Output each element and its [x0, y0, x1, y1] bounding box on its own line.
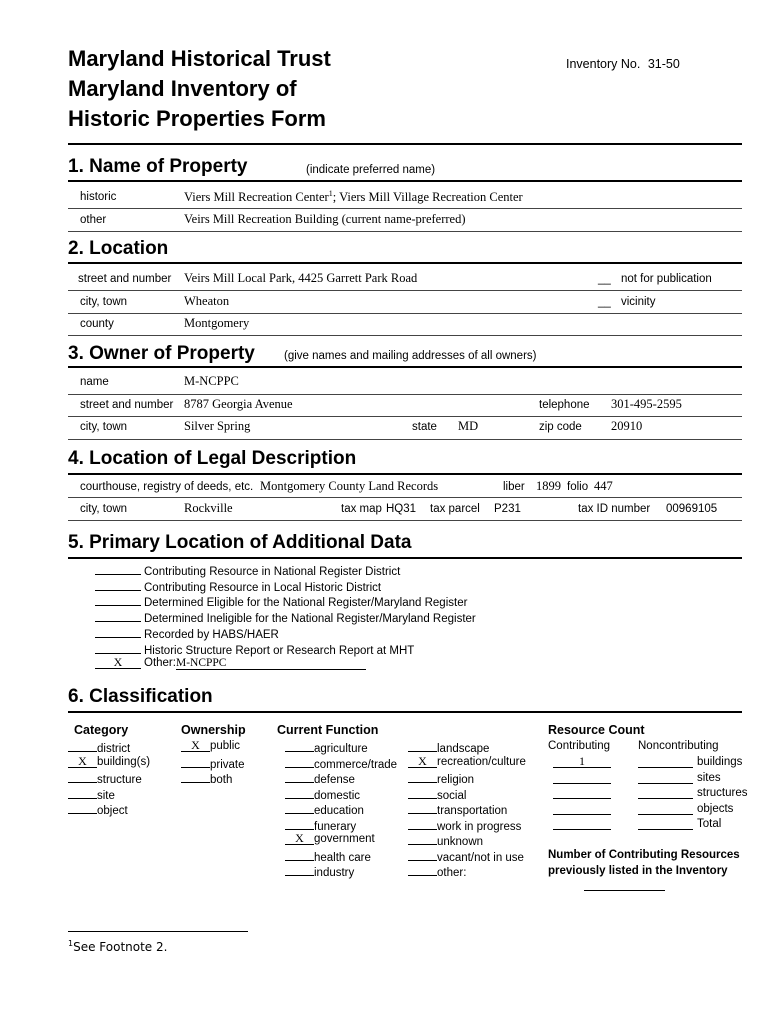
resource-type-label: structures [697, 787, 748, 799]
additional-data-checkbox[interactable] [95, 626, 141, 638]
contributing-header: Contributing [548, 740, 611, 752]
county-value[interactable]: Montgomery [184, 316, 250, 330]
row-divider [68, 313, 742, 314]
row-divider [68, 497, 742, 498]
additional-data-checkbox[interactable]: X [95, 657, 141, 669]
row-divider [68, 208, 742, 209]
function-label: industry [314, 867, 355, 879]
resource-type-label: objects [697, 802, 734, 815]
street-label: street and number [78, 273, 172, 285]
ownership-checkbox[interactable] [181, 756, 210, 768]
form-title-line3: Historic Properties Form [68, 106, 326, 131]
telephone-label: telephone [539, 399, 590, 411]
city-label: city, town [80, 296, 128, 308]
ownership-item [181, 740, 240, 752]
function-checkbox[interactable] [408, 833, 437, 845]
function-checkbox[interactable]: X [285, 833, 314, 845]
function-item [408, 818, 521, 833]
section4-rule [68, 473, 742, 475]
function-item [285, 849, 371, 864]
function-label: government [314, 833, 375, 845]
additional-data-label: Historic Structure Report or Research Report at MHT [144, 644, 415, 657]
additional-data-label: Other: [144, 657, 176, 670]
tax-map-label: tax map [341, 503, 382, 515]
function-checkbox[interactable] [408, 771, 437, 783]
legal-city-label: city, town [80, 503, 128, 515]
vicinity-label: vicinity [621, 296, 656, 308]
historic-name: Viers Mill Recreation Center [184, 190, 329, 205]
resource-type-label: buildings [697, 756, 743, 768]
city-value[interactable]: Wheaton [184, 294, 230, 308]
function-checkbox[interactable] [285, 740, 314, 752]
zip-value[interactable]: 20910 [611, 419, 643, 433]
function-label: domestic [314, 789, 361, 802]
function-item [408, 864, 466, 879]
section5-title: 5. Primary Location of Additional Data [68, 532, 412, 553]
function-item [408, 771, 474, 786]
function-checkbox[interactable] [408, 740, 437, 752]
function-label: transportation [437, 805, 508, 817]
category-checkbox[interactable] [68, 802, 97, 814]
tax-parcel-value[interactable]: P231 [494, 503, 521, 515]
legal-city-value[interactable]: Rockville [184, 501, 233, 515]
additional-data-checkbox[interactable] [95, 579, 141, 591]
category-item [68, 771, 142, 786]
resource-type-label: Total [697, 818, 722, 830]
category-item [68, 787, 115, 802]
inventory-label: Inventory No. [566, 57, 641, 71]
owner-street-label: street and number [80, 399, 174, 411]
section3-note: (give names and mailing addresses of all owners) [284, 350, 537, 362]
section6-title: 6. Classification [68, 686, 213, 707]
function-checkbox[interactable] [408, 849, 437, 861]
inventory-number [566, 57, 680, 71]
noncontributing-count-field[interactable] [638, 787, 693, 799]
other-label: other [80, 214, 107, 226]
function-label: health care [314, 851, 371, 864]
function-checkbox[interactable] [285, 818, 314, 830]
function-item [285, 771, 355, 786]
additional-data-checkbox[interactable] [95, 610, 141, 622]
ownership-header: Ownership [181, 723, 246, 737]
owner-street-value[interactable]: 8787 Georgia Avenue [184, 397, 293, 411]
state-label: state [412, 421, 437, 433]
function-checkbox[interactable] [285, 849, 314, 861]
function-label: defense [314, 774, 355, 786]
not-for-publication-label: not for publication [621, 273, 712, 285]
category-checkbox[interactable] [68, 787, 97, 799]
additional-data-item [95, 594, 467, 609]
footnote [68, 939, 167, 954]
contributing-count-field[interactable] [553, 787, 611, 799]
section5-rule [68, 557, 742, 559]
function-item [408, 833, 483, 848]
ownership-label: public [210, 740, 241, 752]
ownership-label: both [210, 774, 233, 786]
category-label: object [97, 805, 128, 817]
additional-data-item [95, 579, 381, 594]
row-divider [68, 290, 742, 291]
noncontributing-count-field[interactable] [638, 756, 693, 768]
row-divider [68, 520, 742, 521]
previously-listed-label-1: Number of Contributing Resources [548, 849, 740, 861]
function-checkbox[interactable] [285, 787, 314, 799]
function-checkbox[interactable] [408, 787, 437, 799]
liber-label: liber [503, 481, 525, 493]
function-item [408, 753, 526, 768]
function-item [408, 849, 524, 864]
section3-rule [68, 366, 742, 368]
function-item [285, 802, 364, 817]
additional-data-checkbox[interactable] [95, 642, 141, 654]
section3-title: 3. Owner of Property [68, 343, 255, 364]
category-item [68, 740, 130, 755]
ownership-item [181, 771, 232, 786]
noncontributing-header: Noncontributing [638, 740, 719, 752]
category-label: district [97, 743, 131, 755]
category-label: structure [97, 774, 142, 786]
function-checkbox[interactable] [285, 802, 314, 814]
function-label: work in progress [437, 820, 522, 833]
owner-name-label: name [80, 376, 109, 388]
historic-value[interactable] [184, 189, 523, 205]
additional-data-item [95, 642, 414, 657]
folio-value[interactable]: 447 [594, 479, 613, 493]
additional-data-item [95, 626, 279, 641]
section1-title: 1. Name of Property [68, 156, 248, 177]
function-checkbox[interactable] [408, 802, 437, 814]
contributing-count-field[interactable] [553, 772, 611, 784]
function-label: other: [437, 867, 467, 879]
function-checkbox[interactable] [285, 864, 314, 876]
tax-id-value[interactable]: 00969105 [666, 503, 718, 515]
function-label: agriculture [314, 743, 368, 755]
zip-label: zip code [539, 421, 582, 433]
section6-rule [68, 711, 742, 713]
noncontributing-count-field[interactable] [638, 803, 693, 815]
function-item [408, 740, 489, 755]
additional-data-label: Contributing Resource in Local Historic District [144, 581, 382, 594]
county-label: county [80, 318, 114, 330]
function-label: funerary [314, 820, 357, 833]
additional-data-label: Contributing Resource in National Register District [144, 566, 401, 578]
additional-data-label: Recorded by HABS/HAER [144, 628, 279, 641]
category-item [68, 753, 151, 768]
footnote-rule [68, 931, 248, 932]
category-label: building(s) [97, 755, 151, 768]
function-header: Current Function [277, 723, 379, 737]
liber-value[interactable]: 1899 [536, 479, 561, 493]
row-divider [68, 231, 742, 232]
section2-rule [68, 262, 742, 264]
vicinity-checkbox[interactable]: __ [598, 296, 611, 308]
function-label: vacant/not in use [437, 851, 524, 864]
previously-listed-label-2: previously listed in the Inventory [548, 865, 728, 877]
courthouse-label: courthouse, registry of deeds, etc. [80, 481, 254, 493]
function-item [285, 740, 368, 755]
function-label: landscape [437, 743, 490, 755]
additional-data-item [95, 610, 476, 625]
function-item [285, 864, 354, 879]
footnote-marker: 1 [68, 939, 74, 948]
category-checkbox[interactable]: X [68, 756, 97, 768]
not-for-publication-checkbox[interactable]: __ [598, 273, 611, 285]
other-location-field[interactable]: M-NCPPC [176, 658, 366, 670]
contributing-count-field[interactable] [553, 803, 611, 815]
noncontributing-count-field[interactable] [638, 818, 693, 830]
tax-map-value[interactable]: HQ31 [386, 503, 417, 515]
additional-data-checkbox[interactable] [95, 594, 141, 606]
section1-rule [68, 180, 742, 182]
category-label: site [97, 789, 115, 802]
row-divider [68, 394, 742, 395]
function-checkbox[interactable] [285, 756, 314, 768]
street-value[interactable]: Veirs Mill Local Park, 4425 Garrett Park Road [184, 271, 418, 285]
section1-note: (indicate preferred name) [306, 164, 436, 176]
category-checkbox[interactable] [68, 740, 97, 752]
inventory-value: 31-50 [647, 57, 680, 71]
function-label: social [437, 789, 467, 802]
function-label: education [314, 805, 364, 817]
header-rule [68, 143, 742, 145]
function-checkbox[interactable] [408, 864, 437, 876]
section4-title: 4. Location of Legal Description [68, 448, 357, 469]
historic-label: historic [80, 191, 117, 203]
tax-parcel-label: tax parcel [430, 503, 480, 515]
historic-name-alt: ; Viers Mill Village Recreation Center [332, 190, 523, 205]
additional-data-checkbox[interactable] [95, 563, 141, 575]
telephone-value[interactable]: 301-495-2595 [611, 397, 682, 411]
contributing-count-field[interactable]: 1 [553, 756, 611, 768]
function-checkbox[interactable]: X [408, 756, 437, 768]
owner-city-label: city, town [80, 421, 128, 433]
function-item [285, 833, 375, 845]
category-checkbox[interactable] [68, 771, 97, 783]
historic-footnote-ref: 1 [328, 189, 333, 198]
footnote-text: See Footnote 2. [73, 940, 168, 954]
row-divider [68, 439, 742, 440]
tax-id-label: tax ID number [578, 503, 651, 515]
ownership-checkbox[interactable] [181, 771, 210, 783]
ownership-checkbox[interactable]: X [181, 740, 210, 752]
function-checkbox[interactable] [408, 818, 437, 830]
resource-type-label: sites [697, 771, 721, 784]
category-item [68, 802, 128, 817]
additional-data-item [95, 657, 366, 670]
category-header: Category [74, 723, 129, 737]
owner-city-value[interactable]: Silver Spring [184, 419, 251, 433]
function-label: commerce/trade [314, 758, 398, 771]
function-checkbox[interactable] [285, 771, 314, 783]
previously-listed-field[interactable] [584, 879, 665, 891]
resource-count-header: Resource Count [548, 723, 645, 737]
contributing-count-field[interactable] [553, 818, 611, 830]
function-item [408, 787, 466, 802]
state-value[interactable]: MD [458, 419, 479, 433]
function-item [408, 802, 507, 817]
additional-data-label: Determined Eligible for the National Register/Maryland Register [144, 597, 468, 610]
additional-data-item [95, 563, 400, 578]
function-label: unknown [437, 836, 484, 848]
noncontributing-count-field[interactable] [638, 772, 693, 784]
ownership-item [181, 756, 245, 771]
courthouse-value[interactable]: Montgomery County Land Records [260, 479, 439, 493]
form-title-line2: Maryland Inventory of [68, 76, 297, 101]
ownership-label: private [210, 758, 245, 771]
form-title-line1: Maryland Historical Trust [68, 46, 331, 71]
folio-label: folio [567, 481, 589, 493]
function-item [285, 756, 397, 771]
section2-title: 2. Location [68, 238, 169, 259]
function-item [285, 787, 360, 802]
owner-name-value[interactable]: M-NCPPC [184, 374, 239, 388]
additional-data-label: Determined Ineligible for the National Register/Maryland Register [144, 613, 476, 626]
row-divider [68, 335, 742, 336]
row-divider [68, 416, 742, 417]
function-label: religion [437, 774, 475, 786]
other-value[interactable]: Veirs Mill Recreation Building (current name-preferred) [184, 212, 466, 226]
function-label: recreation/culture [437, 755, 526, 768]
